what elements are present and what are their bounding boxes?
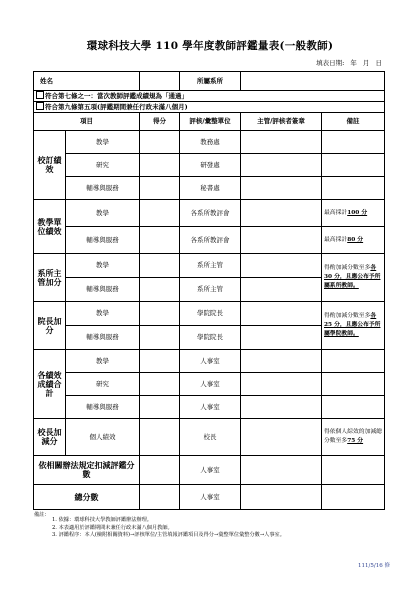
remark-text: 最高採計: [324, 236, 348, 243]
unit-cell: 系所主管: [180, 254, 241, 278]
check-label-2: 符合第九條第五項(評鑑期間兼任行政未滿八個月): [45, 103, 188, 111]
reviewer-field[interactable]: [241, 200, 322, 227]
remark-cell: [322, 254, 385, 302]
remark-cell: [322, 177, 385, 200]
unit-cell: 學院院長: [180, 302, 241, 326]
fill-date-year: 年: [350, 59, 357, 67]
check-label-1: 符合第七條之一：當次教師評鑑成績規為「通過」: [45, 92, 188, 100]
item-cell: 教學: [66, 131, 140, 154]
remark-value: 75 分: [347, 438, 364, 444]
remark-value: 各 25 分，且應公布予所屬學院教師。: [324, 313, 381, 337]
table-row: [34, 177, 385, 200]
reviewer-field[interactable]: [241, 227, 322, 254]
unit-cell: 秘書處: [180, 177, 241, 200]
score-field[interactable]: [140, 350, 180, 373]
unit-cell: 教務處: [180, 131, 241, 154]
section-label-dean: 院長加分: [34, 302, 66, 350]
remark-cell: [322, 131, 385, 154]
page-number: 111/5/16 修: [358, 563, 390, 569]
score-field[interactable]: [140, 326, 180, 350]
score-field[interactable]: [140, 419, 180, 456]
score-field[interactable]: [140, 456, 180, 485]
fill-date-month: 月: [362, 59, 370, 67]
unit-cell: 學院院長: [180, 326, 241, 350]
reviewer-field[interactable]: [241, 131, 322, 154]
unit-cell: 各系所教評會: [180, 227, 241, 254]
reviewer-field[interactable]: [241, 373, 322, 396]
unit-cell: 人事室: [180, 373, 241, 396]
score-field[interactable]: [140, 302, 180, 326]
unit-cell: 各系所教評會: [180, 200, 241, 227]
item-cell: 輔導與服務: [66, 326, 140, 350]
fill-date-label: 填表日期:: [316, 59, 345, 67]
remark-cell: [322, 373, 385, 396]
table-row: [34, 154, 385, 177]
dept-field[interactable]: [241, 72, 385, 91]
remark-cell: [322, 154, 385, 177]
reviewer-field[interactable]: [241, 254, 322, 278]
reviewer-field[interactable]: [241, 396, 322, 419]
col-score: 得分: [140, 113, 180, 131]
remark-cell: [322, 350, 385, 373]
item-cell: 輔導與服務: [66, 177, 140, 200]
reviewer-field[interactable]: [241, 177, 322, 200]
section-label-dept-head: 系所主管加分: [34, 254, 66, 302]
remark-value: 100 分: [347, 209, 368, 216]
name-field[interactable]: [140, 72, 180, 91]
score-field[interactable]: [140, 396, 180, 419]
reviewer-field[interactable]: [241, 154, 322, 177]
unit-cell: 研發處: [180, 154, 241, 177]
item-cell: 教學: [66, 200, 140, 227]
reviewer-field[interactable]: [241, 485, 322, 510]
law-deduction-label: 依相關辦法規定扣減評鑑分數: [34, 456, 140, 485]
section-label-president: 校長加減分: [34, 419, 66, 456]
score-field[interactable]: [140, 254, 180, 278]
unit-cell: 系所主管: [180, 278, 241, 302]
remark-cell: [322, 419, 385, 456]
remark-cell: [322, 302, 385, 350]
remark-cell: [322, 485, 385, 510]
unit-cell: 人事室: [180, 485, 241, 510]
table-row: [34, 373, 385, 396]
score-field[interactable]: [140, 485, 180, 510]
fill-date-day: 日: [375, 59, 382, 67]
section-label-admin: 各績效成績合計: [34, 350, 66, 419]
col-unit: 評核/彙整單位: [180, 113, 241, 131]
score-field[interactable]: [140, 177, 180, 200]
note-line: 2. 本表適用於評鑑期間未兼任行政未滿八個月教師。: [52, 524, 173, 531]
remark-text: 得酌加減分數至多: [324, 265, 371, 271]
section-label-unit: 教學單位績效: [34, 200, 66, 254]
fill-date: [312, 58, 382, 67]
score-field[interactable]: [140, 373, 180, 396]
table-row: [34, 485, 385, 510]
item-cell: 輔導與服務: [66, 227, 140, 254]
checkbox-icon[interactable]: [36, 102, 44, 110]
reviewer-field[interactable]: [241, 456, 322, 485]
item-cell: 教學: [66, 302, 140, 326]
remark-cell: [322, 456, 385, 485]
check-row-2: [34, 102, 385, 113]
remark-cell: [322, 227, 385, 254]
reviewer-field[interactable]: [241, 302, 322, 326]
note-line: 3. 評鑑程序：本人(檢附相關資料)→評核單位/主管填報評鑑項目及得分→彙整單位彙整分數→人事室。: [52, 532, 285, 538]
name-row: [34, 72, 385, 91]
remark-text: 最高採計: [324, 209, 348, 216]
col-item: 項目: [34, 113, 140, 131]
evaluation-table: [33, 71, 385, 510]
name-label: 姓名: [34, 72, 140, 91]
unit-cell: 人事室: [180, 350, 241, 373]
table-row: [34, 200, 385, 227]
item-cell: 研究: [66, 373, 140, 396]
reviewer-field[interactable]: [241, 419, 322, 456]
remark-cell: [322, 396, 385, 419]
remark-value: 80 分: [347, 236, 364, 243]
unit-cell: 人事室: [180, 456, 241, 485]
item-cell: 個人績效: [66, 419, 140, 456]
table-row: [34, 456, 385, 485]
table-row: [34, 396, 385, 419]
item-cell: 輔導與服務: [66, 396, 140, 419]
table-row: [34, 254, 385, 278]
col-reviewer: 主管/評核者簽章: [241, 113, 322, 131]
remark-cell: [322, 200, 385, 227]
score-field[interactable]: [140, 154, 180, 177]
score-field[interactable]: [140, 227, 180, 254]
score-field[interactable]: [140, 200, 180, 227]
notes-heading: 備註：: [34, 512, 50, 518]
section-label-school: 校訂績效: [34, 131, 66, 200]
total-label: 總分數: [34, 485, 140, 510]
remark-value: 各 30 分，且應公布予所屬系所教師。: [324, 265, 381, 289]
reviewer-field[interactable]: [241, 326, 322, 350]
checkbox-icon[interactable]: [36, 91, 44, 99]
reviewer-field[interactable]: [241, 350, 322, 373]
column-header-row: [34, 113, 385, 131]
table-row: [34, 227, 385, 254]
dept-label: 所屬系所: [180, 72, 241, 91]
score-field[interactable]: [140, 278, 180, 302]
reviewer-field[interactable]: [241, 278, 322, 302]
item-cell: 教學: [66, 350, 140, 373]
remark-text: 得依個人綜效的加減總分數至多: [324, 429, 382, 444]
table-row: [34, 419, 385, 456]
col-remark: 備註: [322, 113, 385, 131]
check-row-1: [34, 91, 385, 102]
item-cell: 輔導與服務: [66, 278, 140, 302]
item-cell: 教學: [66, 254, 140, 278]
table-row: [34, 302, 385, 326]
score-field[interactable]: [140, 131, 180, 154]
unit-cell: 校長: [180, 419, 241, 456]
table-row: [34, 131, 385, 154]
remark-text: 得酌加減分數至多: [324, 313, 371, 319]
table-row: [34, 350, 385, 373]
item-cell: 研究: [66, 154, 140, 177]
note-line: 1. 依據：環球科技大學教師評鑑辦法辦理。: [52, 517, 152, 523]
unit-cell: 人事室: [180, 396, 241, 419]
page-title: 環球科技大學 110 學年度教師評鑑量表(一般教師): [86, 40, 334, 52]
